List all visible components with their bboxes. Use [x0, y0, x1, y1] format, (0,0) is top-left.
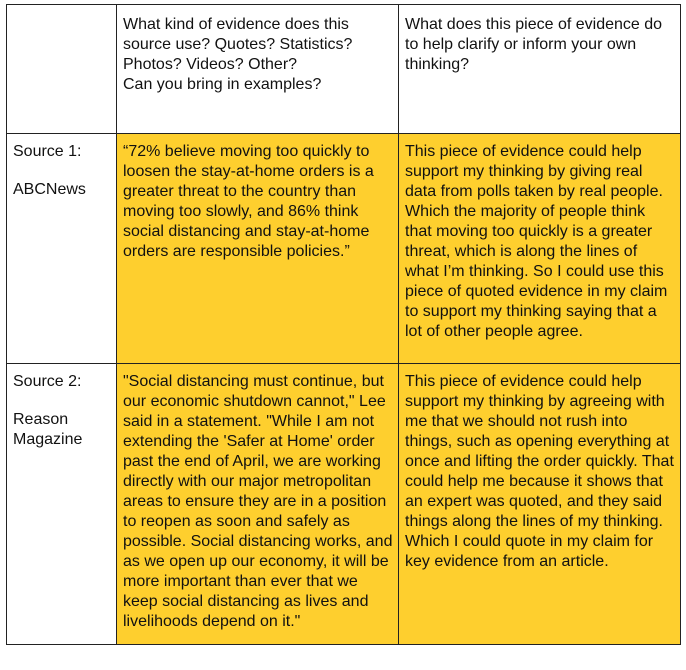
source-name: ABCNews: [13, 181, 86, 198]
evidence-table: [6, 4, 681, 645]
header-question-line: What kind of evidence does this: [123, 16, 349, 33]
source-label: Source 2:: [13, 373, 82, 390]
source-cell: [7, 134, 117, 364]
table-row: [7, 364, 681, 645]
header-evidence-type-cell: [117, 5, 399, 134]
evidence-cell: "Social distancing must continue, but our economic shutdown cannot," Lee said in a statement. "While I am not extending the 'Safer at Home' order past the end of April, we are working directly with our major metropolitan areas to ensure they are in a position to reopen as soon and safely as possible. Social distancing works, and as we open up our economy, it will be more important than ever that we keep social distancing as lives and livelihoods depend on it.": [117, 364, 399, 645]
reflection-cell: This piece of evidence could help support my thinking by agreeing with me that we should not rush into things, such as opening everything at once and lifting the order quickly. That could help me because it shows that an expert was quoted, and they said things along the lines of my thinking. Which I could quote in my claim for key evidence from an article.: [399, 364, 681, 645]
header-question-line: Photos? Videos? Other?: [123, 56, 298, 73]
source-label: Source 1:: [13, 143, 82, 160]
header-blank-cell: [7, 5, 117, 134]
header-question-line: Can you bring in examples?: [123, 76, 322, 93]
header-question-line: source use? Quotes? Statistics?: [123, 36, 353, 53]
reflection-cell: This piece of evidence could help support my thinking by giving real data from polls taken by real people. Which the majority of people think that moving too quickly is a greater threat, which is along the lines of what I’m thinking. So I could use this piece of quoted evidence in my claim to support my thinking saying that a lot of other people agree.: [399, 134, 681, 364]
evidence-cell: “72% believe moving too quickly to loosen the stay-at-home orders is a greater threat to the country than moving too slowly, and 86% think social distancing and stay-at-home orders are responsible policies.”: [117, 134, 399, 364]
source-cell: [7, 364, 117, 645]
table-row: [7, 134, 681, 364]
header-row: [7, 5, 681, 134]
header-reflection-cell: What does this piece of evidence do to help clarify or inform your own thinking?: [399, 5, 681, 134]
source-name: Reason Magazine: [13, 411, 83, 448]
